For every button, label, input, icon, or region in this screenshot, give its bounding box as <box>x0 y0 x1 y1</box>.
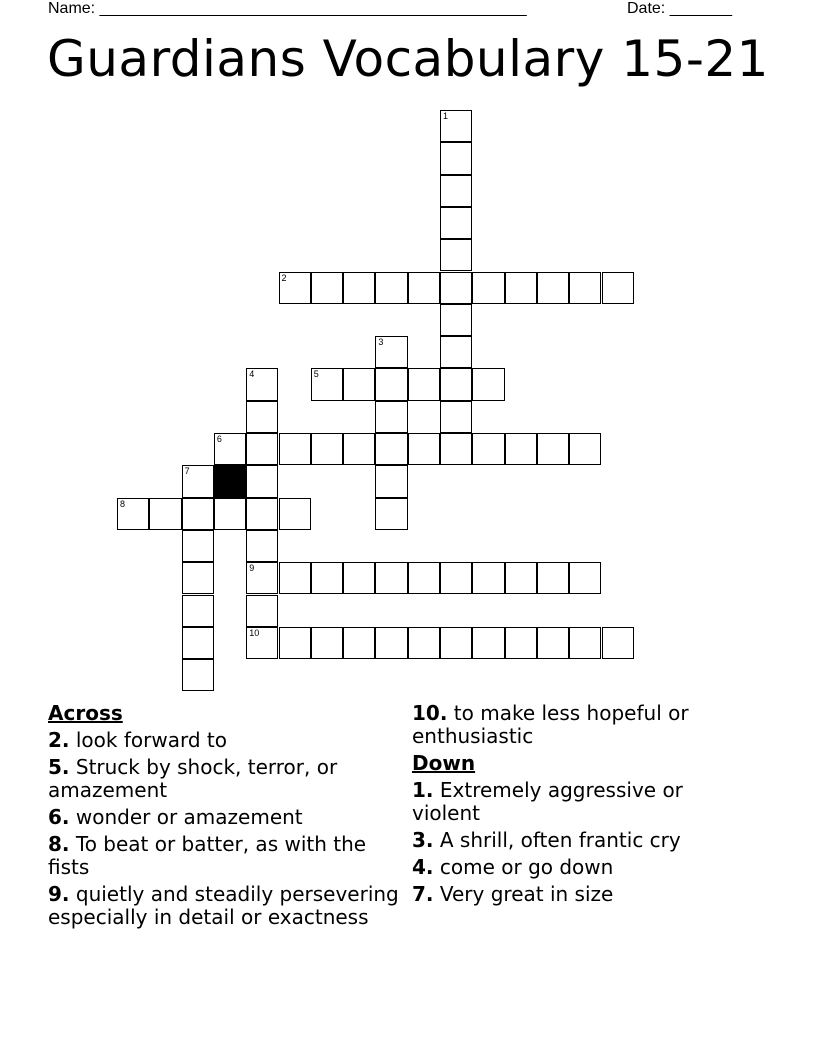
crossword-cell[interactable] <box>440 368 472 400</box>
crossword-cell[interactable] <box>311 627 343 659</box>
crossword-cell[interactable] <box>214 498 246 530</box>
clue-text: wonder or amazement <box>75 805 303 829</box>
crossword-cell[interactable] <box>472 433 504 465</box>
crossword-cell[interactable] <box>440 175 472 207</box>
cell-number: 9 <box>249 563 255 574</box>
clue-number: 4. <box>412 855 434 879</box>
crossword-cell[interactable] <box>602 272 634 304</box>
crossword-cell[interactable] <box>569 433 601 465</box>
crossword-cell[interactable] <box>408 562 440 594</box>
crossword-cell[interactable] <box>343 272 375 304</box>
down-heading: Down <box>412 751 476 775</box>
crossword-cell[interactable] <box>537 562 569 594</box>
cell-number: 5 <box>313 369 319 380</box>
clue-number: 10. <box>412 701 448 725</box>
clue-text: Extremely aggressive or violent <box>412 778 683 825</box>
clue-number: 6. <box>48 805 70 829</box>
crossword-cell[interactable] <box>537 627 569 659</box>
crossword-cell[interactable] <box>182 465 214 497</box>
crossword-black-cell <box>214 465 246 497</box>
crossword-cell[interactable] <box>375 401 407 433</box>
across-heading: Across <box>48 701 123 725</box>
clue-text: A shrill, often frantic cry <box>439 828 681 852</box>
clue-text: To beat or batter, as with the fists <box>48 832 367 879</box>
crossword-cell[interactable] <box>472 627 504 659</box>
clue-across-6 <box>48 806 408 829</box>
crossword-cell[interactable] <box>343 627 375 659</box>
crossword-cell[interactable] <box>408 368 440 400</box>
clue-number: 9. <box>48 882 70 906</box>
clue-down-3 <box>412 829 732 852</box>
clue-across-2 <box>48 729 408 752</box>
crossword-cell[interactable] <box>440 110 472 142</box>
clue-across-10 <box>412 702 732 748</box>
clue-number: 7. <box>412 882 434 906</box>
crossword-cell[interactable] <box>311 562 343 594</box>
clue-number: 1. <box>412 778 434 802</box>
clues-left-column <box>48 702 408 933</box>
crossword-cell[interactable] <box>472 562 504 594</box>
cell-number: 4 <box>249 369 255 380</box>
clue-number: 8. <box>48 832 70 856</box>
name-field[interactable]: Name: ________________________________________________ <box>48 0 527 17</box>
crossword-cell[interactable] <box>343 433 375 465</box>
crossword-cell[interactable] <box>182 562 214 594</box>
crossword-cell[interactable] <box>440 304 472 336</box>
crossword-cell[interactable] <box>182 627 214 659</box>
crossword-cell[interactable] <box>375 433 407 465</box>
crossword-cell[interactable] <box>537 433 569 465</box>
crossword-cell[interactable] <box>440 336 472 368</box>
crossword-cell[interactable] <box>440 239 472 271</box>
crossword-cell[interactable] <box>246 498 278 530</box>
crossword-cell[interactable] <box>279 433 311 465</box>
clue-down-7 <box>412 883 732 906</box>
crossword-cell[interactable] <box>505 272 537 304</box>
crossword-cell[interactable] <box>472 272 504 304</box>
cell-number: 2 <box>281 272 287 283</box>
crossword-cell[interactable] <box>246 530 278 562</box>
clue-number: 2. <box>48 728 70 752</box>
clue-number: 3. <box>412 828 434 852</box>
cell-number: 3 <box>378 337 384 348</box>
crossword-cell[interactable] <box>246 368 278 400</box>
crossword-cell[interactable] <box>182 530 214 562</box>
crossword-cell[interactable] <box>375 368 407 400</box>
crossword-cell[interactable] <box>440 627 472 659</box>
crossword-cell[interactable] <box>375 272 407 304</box>
crossword-cell[interactable] <box>602 627 634 659</box>
crossword-cell[interactable] <box>246 401 278 433</box>
crossword-cell[interactable] <box>569 272 601 304</box>
crossword-cell[interactable] <box>343 562 375 594</box>
crossword-cell[interactable] <box>375 465 407 497</box>
clue-across-5 <box>48 756 408 802</box>
clue-text: Struck by shock, terror, or amazement <box>48 755 338 802</box>
cell-number: 10 <box>249 627 260 638</box>
crossword-cell[interactable] <box>440 562 472 594</box>
crossword-cell[interactable] <box>311 272 343 304</box>
clue-text: look forward to <box>75 728 227 752</box>
cell-number: 7 <box>184 466 190 477</box>
crossword-cell[interactable] <box>117 498 149 530</box>
crossword-cell[interactable] <box>440 207 472 239</box>
clue-text: come or go down <box>439 855 614 879</box>
page-title: Guardians Vocabulary 15-21 <box>47 30 769 88</box>
cell-number: 6 <box>216 434 222 444</box>
crossword-cell[interactable] <box>472 368 504 400</box>
crossword-cell[interactable] <box>279 272 311 304</box>
crossword-cell[interactable] <box>375 562 407 594</box>
crossword-cell[interactable] <box>505 562 537 594</box>
crossword-cell[interactable] <box>375 627 407 659</box>
clue-text: Very great in size <box>439 882 614 906</box>
crossword-cell[interactable] <box>246 433 278 465</box>
crossword-cell[interactable] <box>569 627 601 659</box>
clue-text: quietly and steadily persevering especially in detail or exactness <box>48 882 399 929</box>
crossword-cell[interactable] <box>279 627 311 659</box>
clue-text: to make less hopeful or enthusiastic <box>412 701 689 748</box>
crossword-cell[interactable] <box>440 142 472 174</box>
clue-across-8 <box>48 833 408 879</box>
crossword-cell[interactable] <box>279 562 311 594</box>
crossword-cell[interactable] <box>246 562 278 594</box>
crossword-cell[interactable] <box>440 272 472 304</box>
crossword-cell[interactable] <box>440 433 472 465</box>
crossword-cell[interactable] <box>408 627 440 659</box>
clue-down-1 <box>412 779 732 825</box>
crossword-cell[interactable] <box>279 498 311 530</box>
crossword-cell[interactable] <box>214 433 246 465</box>
crossword-cell[interactable] <box>505 433 537 465</box>
crossword-cell[interactable] <box>149 498 181 530</box>
crossword-cell[interactable] <box>375 336 407 368</box>
crossword-cell[interactable] <box>537 272 569 304</box>
clue-across-9 <box>48 883 408 929</box>
clues-right-column <box>412 702 732 910</box>
cell-number: 1 <box>443 111 449 121</box>
date-field[interactable]: Date: _______ <box>627 0 732 17</box>
crossword-cell[interactable] <box>343 368 375 400</box>
crossword-cell[interactable] <box>246 595 278 627</box>
clue-down-4 <box>412 856 732 879</box>
crossword-cell[interactable] <box>182 659 214 691</box>
crossword-cell[interactable] <box>311 368 343 400</box>
crossword-cell[interactable] <box>182 498 214 530</box>
crossword-cell[interactable] <box>246 465 278 497</box>
crossword-cell[interactable] <box>440 401 472 433</box>
crossword-cell[interactable] <box>408 272 440 304</box>
crossword-cell[interactable] <box>505 627 537 659</box>
cell-number: 8 <box>120 498 126 509</box>
crossword-cell[interactable] <box>182 595 214 627</box>
clue-number: 5. <box>48 755 70 779</box>
crossword-cell[interactable] <box>408 433 440 465</box>
crossword-cell[interactable] <box>375 498 407 530</box>
crossword-cell[interactable] <box>569 562 601 594</box>
crossword-cell[interactable] <box>246 627 278 659</box>
crossword-cell[interactable] <box>311 433 343 465</box>
